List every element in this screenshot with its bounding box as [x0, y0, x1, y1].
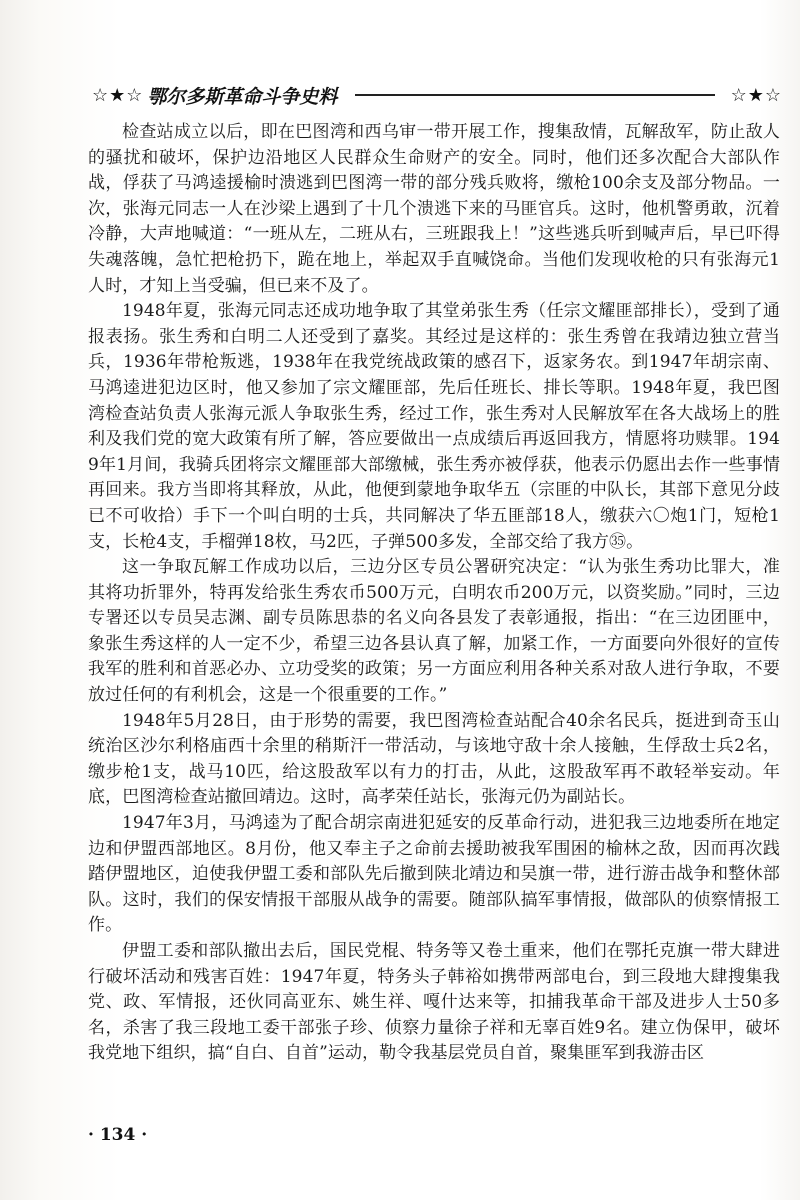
running-header [92, 78, 782, 112]
paragraph: 伊盟工委和部队撤出去后，国民党棍、特务等又卷土重来，他们在鄂托克旗一带大肆进行破坏活动和残害百姓：1947年夏，特务头子韩裕如携带两部电台，到三段地大肆搜集我党、政、军情报，还伙同高亚东、姚生祥、嘎什达来等，扣捕我革命干部及进步人士50多名，杀害了我三段地工委干部张子珍、侦察力量徐子祥和无辜百姓9名。建立伪保甲，破坏我党地下组织，搞“自白、自首”运动，勒令我基层党员自首，聚集匪军到我游击区 [88, 941, 780, 1064]
paragraph: 1948年5月28日，由于形势的需要，我巴图湾检查站配合40余名民兵，挺进到奇玉山统治区沙尔利格庙西十余里的稍斯汗一带活动，与该地守敌十余人接触，生俘敌士兵2名，缴步枪1支，战马10匹，给这股敌军以有力的打击，从此，这股敌军再不敢轻举妄动。年底，巴图湾检查站撤回靖边。这时，高孝荣任站长，张海元仍为副站长。 [88, 710, 780, 808]
paragraph: 这一争取瓦解工作成功以后，三边分区专员公署研究决定：“认为张生秀功比罪大，准其将功折罪外，特再发给张生秀农币500万元，白明农币200万元，以资奖励。”同时，三边专署还以专员吴志渊、副专员陈思恭的名义向各县发了表彰通报，指出：“在三边团匪中，象张生秀这样的人一定不少，希望三边各县认真了解，加紧工作，一方面要向外很好的宣传我军的胜利和首恶必办、立功受奖的政策；另一方面应利用各种关系对敌人进行争取，不要放过任何的有利机会，这是一个很重要的工作。” [88, 557, 780, 706]
paragraph: 1948年夏，张海元同志还成功地争取了其堂弟张生秀（任宗文耀匪部排长），受到了通报表扬。张生秀和白明二人还受到了嘉奖。其经过是这样的：张生秀曾在我靖边独立营当兵，1936年带枪叛逃，1938年在我党统战政策的感召下，返家务农。到1947年胡宗南、马鸿逵进犯边区时，他又参加了宗文耀匪部，先后任班长、排长等职。1948年夏，我巴图湾检查站负责人张海元派人争取张生秀，经过工作，张生秀对人民解放军在各大战场上的胜利及我们党的宽大政策有所了解，答应要做出一点成绩后再返回我方，情愿将功赎罪。1949年1月间，我骑兵团将宗文耀匪部大部缴械，张生秀亦被俘获，他表示仍愿出去作一些事情再回来。我方当即将其释放，从此，他便到蒙地争取华五（宗匪的中队长，其部下意见分歧已不可收拾）手下一个叫白明的士兵，共同解决了华五匪部18人，缴获六〇炮1门，短枪1支，长枪4支，手榴弹18枚，马2匹，子弹500多发，全部交给了我方㉟。 [88, 301, 780, 552]
header-stars-left: ☆★☆ [92, 84, 144, 106]
paragraph: 检查站成立以后，即在巴图湾和西乌审一带开展工作，搜集敌情，瓦解敌军，防止敌人的骚扰和破坏，保护边沿地区人民群众生命财产的安全。同时，他们还多次配合大部队作战，俘获了马鸿逵援榆时溃逃到巴图湾一带的部分残兵败将，缴枪100余支及部分物品。一次，张海元同志一人在沙梁上遇到了十几个溃逃下来的马匪官兵。这时，他机警勇敢，沉着冷静，大声地喊道：“一班从左，二班从右，三班跟我上！”这些逃兵听到喊声后，早已吓得失魂落魄，急忙把枪扔下，跪在地上，举起双手直喊饶命。当他们发现收枪的只有张海元1人时，才知上当受骗，但已来不及了。 [88, 122, 780, 296]
page-number: · 134 · [88, 1125, 148, 1145]
body-text [88, 120, 780, 1067]
header-rule [355, 94, 714, 96]
header-stars-right: ☆★☆ [730, 84, 782, 106]
paragraph: 1947年3月，马鸿逵为了配合胡宗南进犯延安的反革命行动，进犯我三边地委所在地定边和伊盟西部地区。8月份，他又奉主子之命前去援助被我军围困的榆林之敌，因而再次践踏伊盟地区，迫使我伊盟工委和部队先后撤到陕北靖边和吴旗一带，进行游击战争和整休部队。这时，我们的保安情报干部服从战争的需要。随部队搞军事情报，做部队的侦察情报工作。 [88, 813, 780, 936]
header-title: 鄂尔多斯革命斗争史料 [147, 85, 338, 108]
